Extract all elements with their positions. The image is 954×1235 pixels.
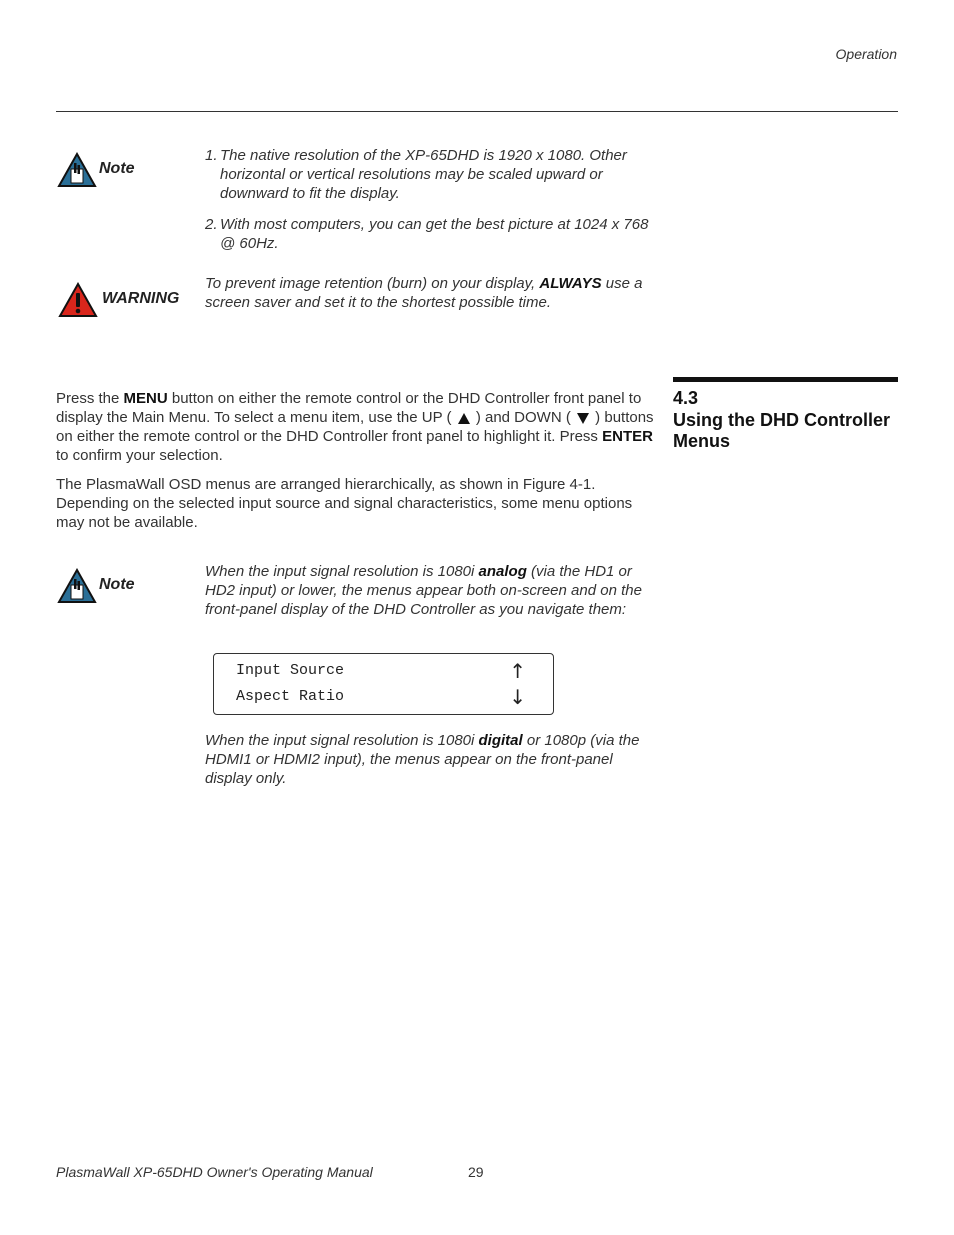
header-section-name: Operation [835,46,897,62]
menu-row-aspect-ratio [236,685,526,709]
menu-row-label: Aspect Ratio [236,688,345,705]
section-number: 4.3 [673,388,699,408]
body-paragraph-2: The PlasmaWall OSD menus are arranged hierarchically, as shown in Figure 4-1. Depending on the selected input source and signal characteristics, some menu options may not be available. [56,476,633,531]
down-arrow-icon [577,413,589,424]
note-icon [57,568,97,604]
digital-emphasis: digital [478,732,523,749]
note-text-part: or 1080p (via the HDMI1 or HDMI2 input), the menus appear on the front-panel display only. [205,732,640,787]
note-item-text: With most computers, you can get the best picture at 1024 x 768 @ 60Hz. [220,216,649,252]
warning-text [205,274,655,312]
front-panel-display [213,653,554,715]
header-rule [56,111,898,112]
down-arrow-icon: ↓ [509,685,526,709]
analog-emphasis: analog [478,563,527,580]
warning-text-part: use a screen saver and set it to the shortest possible time. [205,275,643,311]
footer-manual-title: PlasmaWall XP-65DHD Owner's Operating Manual [56,1164,373,1180]
warning-text-part: To prevent image retention (burn) on your display, [205,275,540,292]
body-text-part: to confirm your selection. [56,447,223,464]
note-paragraph-1 [205,562,655,619]
body-text-part: ) and DOWN ( [471,409,576,426]
note-item-number: 1. [205,147,218,164]
up-arrow-icon [458,413,470,424]
note-label: Note [99,576,135,593]
body-text-part: Press the [56,390,124,407]
note-list-item [205,215,650,253]
note-list [205,146,650,253]
body-paragraph-1 [56,389,654,465]
body-text-part: button on either the remote control or the DHD Controller front panel to display the Main Menu. To select a menu item, use the UP ( [56,390,642,426]
section-bar [673,377,898,382]
menu-keyword: MENU [123,390,168,407]
note-item-text: The native resolution of the XP-65DHD is 1920 x 1080. Other horizontal or vertical resolutions may be scaled upward or downward to fit the display. [220,147,627,202]
warning-label: WARNING [102,290,180,307]
note-label: Note [99,160,135,177]
enter-keyword: ENTER [602,428,653,445]
up-arrow-icon: ↑ [509,659,526,683]
menu-row-label: Input Source [236,662,345,679]
warning-emphasis: ALWAYS [539,275,602,292]
menu-row-input-source [236,659,526,683]
footer-page-number: 29 [468,1164,484,1180]
note-text-part: When the input signal resolution is 1080i [205,732,479,749]
section-title: Using the DHD Controller Menus [673,410,891,451]
note-text-part: When the input signal resolution is 1080i [205,563,479,580]
note-list-item [205,146,650,203]
note-icon [57,152,97,188]
note-item-number: 2. [205,216,218,233]
body-text-part: ) buttons on either the remote control or the DHD Controller front panel to highlight it. Press [56,409,654,445]
warning-icon [58,282,98,318]
note-paragraph-2 [205,731,655,788]
note-text-part: (via the HD1 or HD2 input) or lower, the menus appear both on-screen and on the front-panel display of the DHD Controller as you navigate them: [205,563,642,618]
